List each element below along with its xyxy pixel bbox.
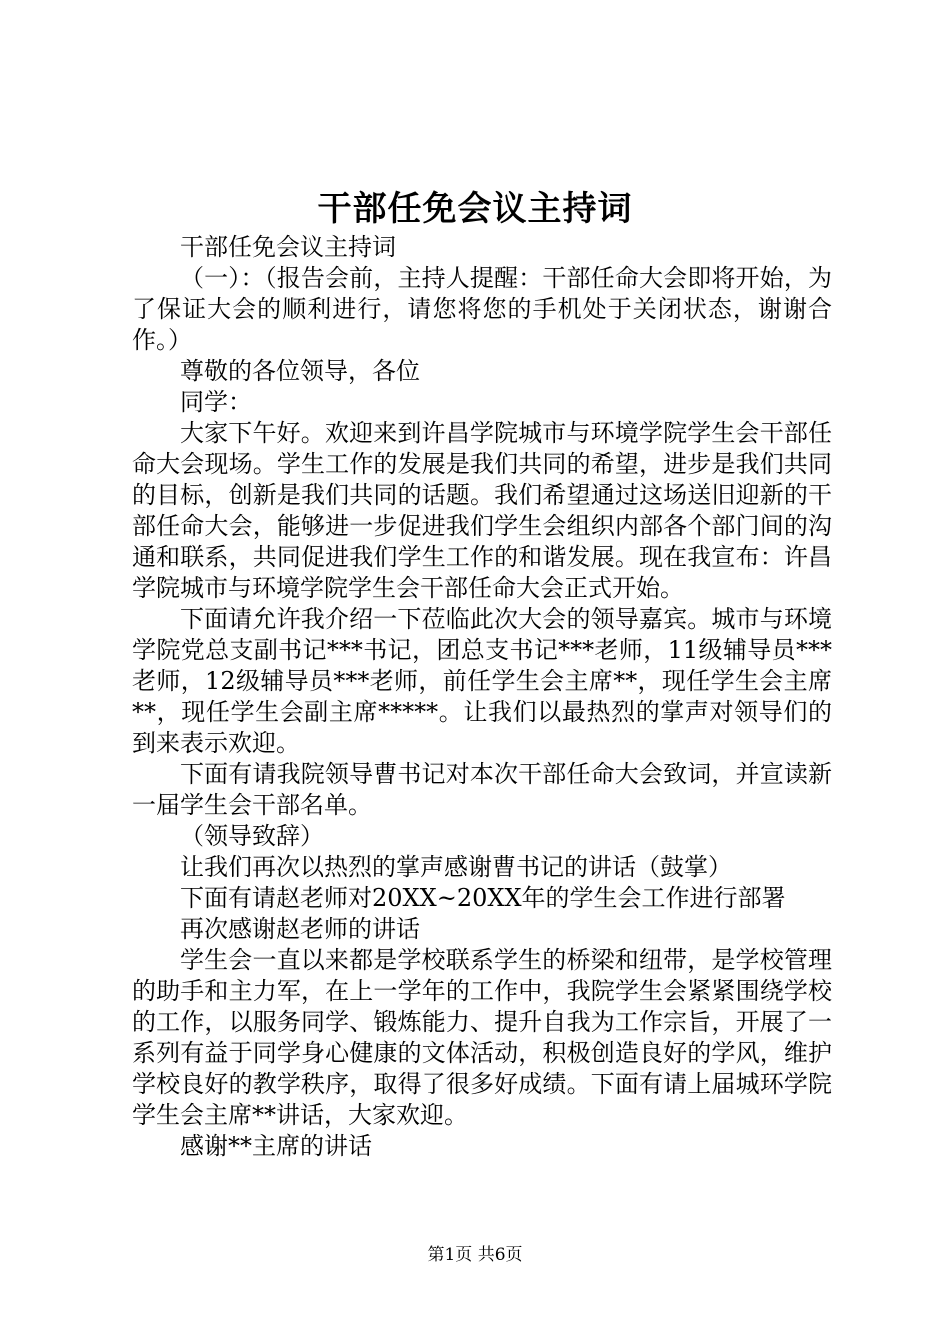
paragraph-reminder: （一）：（报告会前，主持人提醒：干部任命大会即将开始，为了保证大会的顺利进行，请您将您的手机处于关闭状态，谢谢合作。） xyxy=(132,264,832,354)
document-title: 干部任免会议主持词 xyxy=(317,189,633,229)
paragraph-leader-remarks: （领导致辞） xyxy=(180,822,324,850)
paragraph-leader-speech: 下面有请我院领导曹书记对本次干部任命大会致词，并宣读新一届学生会干部名单。 xyxy=(132,760,832,819)
paragraph-greeting: 尊敬的各位领导，各位 xyxy=(180,357,420,385)
paragraph-thanks-chair: 感谢**主席的讲话 xyxy=(180,1132,372,1160)
paragraph-greeting-cont: 同学： xyxy=(180,388,252,416)
paragraph-opening: 大家下午好。欢迎来到许昌学院城市与环境学院学生会干部任命大会现场。学生工作的发展是我们共同的希望，进步是我们共同的目标，创新是我们共同的话题。我们希望通过这场送旧迎新的干部任命大会，能够进一步促进我们学生会组织内部各个部门间的沟通和联系，共同促进我们学生工作的和谐发展。现在我宣布：许昌学院城市与环境学院学生会干部任命大会正式开始。 xyxy=(132,419,832,602)
paragraph-student-union: 学生会一直以来都是学校联系学生的桥梁和纽带，是学校管理的助手和主力军，在上一学年的工作中，我院学生会紧紧围绕学校的工作，以服务同学、锻炼能力、提升自我为工作宗旨，开展了一系列有益于同学身心健康的文体活动，积极创造良好的学风，维护学校良好的教学秩序，取得了很多好成绩。下面有请上届城环学院学生会主席**讲话，大家欢迎。 xyxy=(132,946,832,1129)
paragraph-zhao-teacher: 下面有请赵老师对20XX~20XX年的学生会工作进行部署 xyxy=(180,884,786,912)
paragraph-thanks-zhao: 再次感谢赵老师的讲话 xyxy=(180,915,420,943)
paragraph-guests: 下面请允许我介绍一下莅临此次大会的领导嘉宾。城市与环境学院党总支副书记***书记，团总支书记***老师，11级辅导员***老师，12级辅导员***老师，前任学生会主席**，现任学生会主席**，现任学生会副主席*****。让我们以最热烈的掌声对领导们的到来表示欢迎。 xyxy=(132,605,832,757)
page-number-footer: 第1页 共6页 xyxy=(427,1245,523,1265)
paragraph-applause: 让我们再次以热烈的掌声感谢曹书记的讲话（鼓掌） xyxy=(180,853,732,881)
document-body xyxy=(132,232,832,1162)
paragraph-subtitle: 干部任免会议主持词 xyxy=(180,233,396,261)
